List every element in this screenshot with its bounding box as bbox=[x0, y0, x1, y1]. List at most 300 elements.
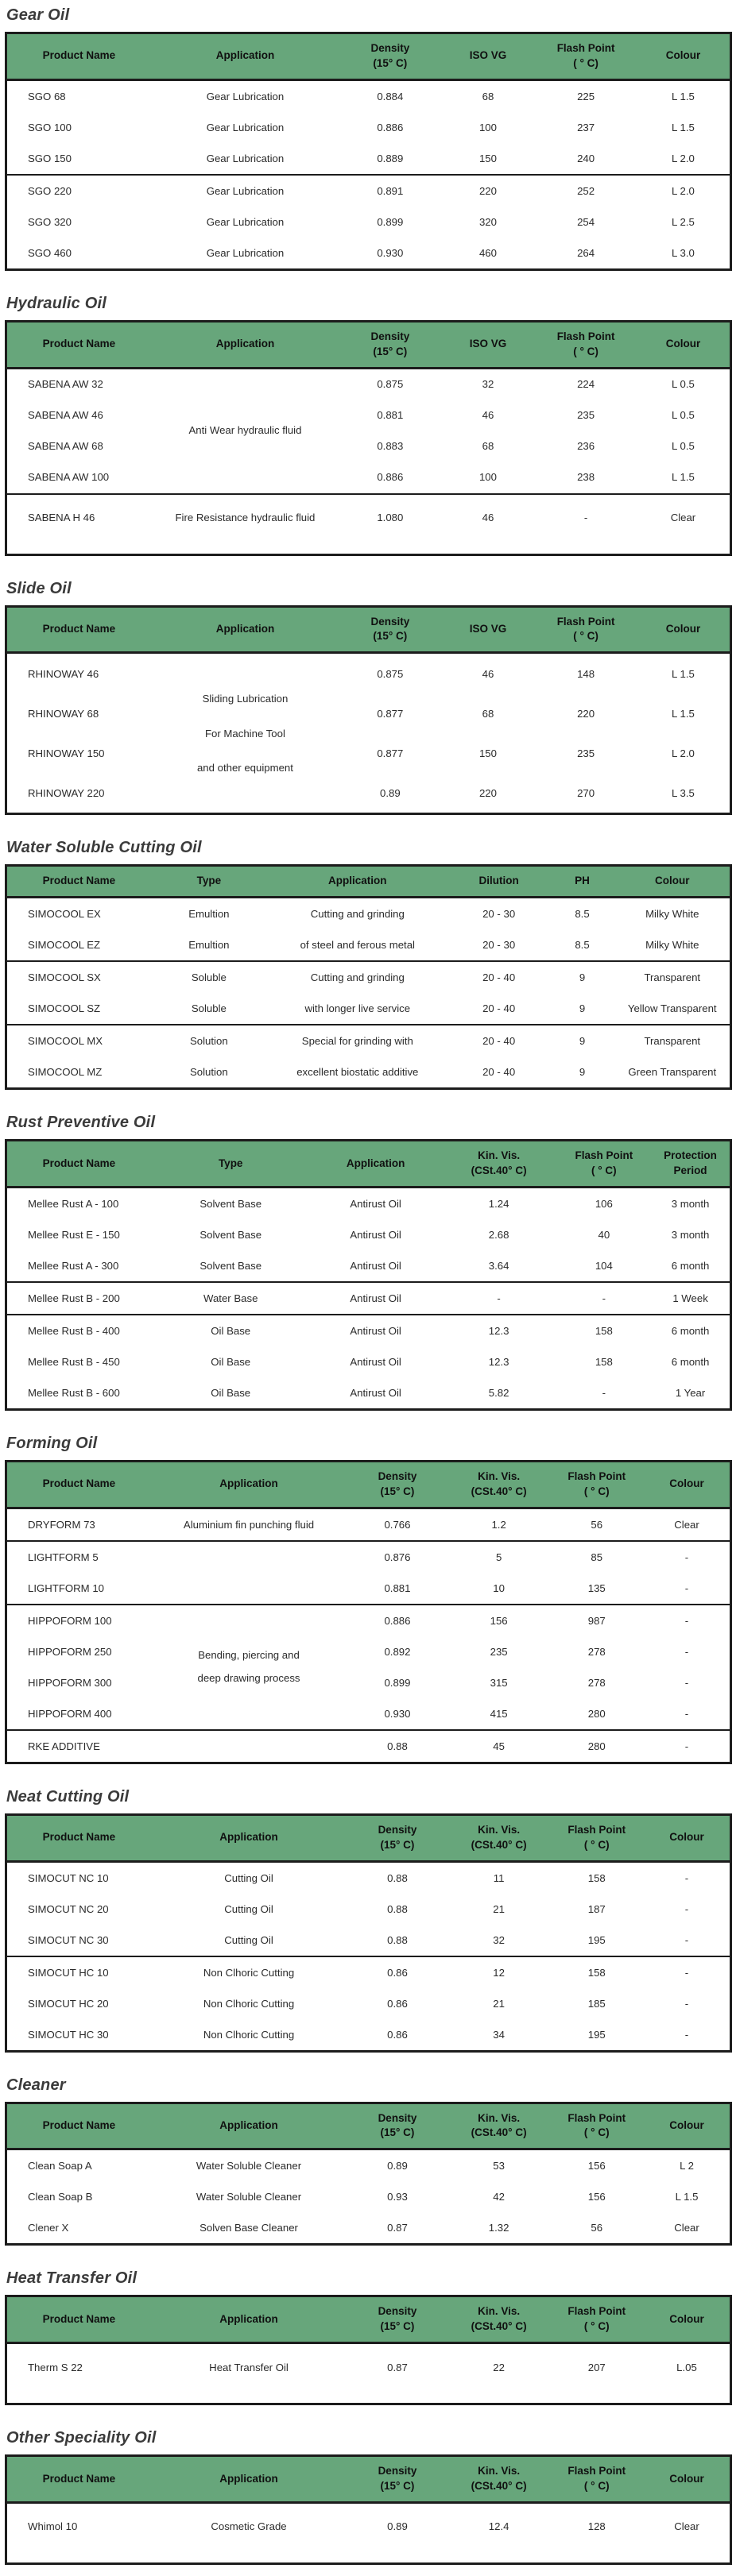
table-cell: 6 month bbox=[671, 1259, 710, 1272]
column-header-line: Flash Point bbox=[567, 2465, 626, 2478]
application-line: deep drawing process bbox=[197, 1671, 300, 1684]
table-cell: 40 bbox=[598, 1228, 610, 1241]
product-name-cell: SABENA AW 68 bbox=[28, 440, 103, 453]
table-cell: 46 bbox=[482, 667, 494, 680]
table-cell: 68 bbox=[482, 90, 494, 102]
table-cell: 240 bbox=[577, 152, 595, 164]
header-row bbox=[6, 2296, 731, 2343]
row-group bbox=[6, 2343, 731, 2404]
table-cell: 53 bbox=[493, 2160, 505, 2172]
table-cell: 10 bbox=[493, 1582, 505, 1594]
table-row bbox=[6, 1925, 731, 1956]
table-cell: Heat Transfer Oil bbox=[209, 2361, 289, 2373]
column-header bbox=[347, 2103, 448, 2149]
table-cell: 0.89 bbox=[387, 2160, 408, 2172]
table-cell: 1.2 bbox=[491, 1518, 506, 1531]
table-cell: Oil Base bbox=[211, 1355, 251, 1368]
table-row bbox=[6, 1250, 731, 1282]
column-header-line: Application bbox=[215, 49, 275, 62]
table-cell: 0.88 bbox=[387, 1740, 408, 1752]
column-header-line: Application bbox=[328, 875, 387, 887]
table-cell: Fire Resistance hydraulic fluid bbox=[175, 511, 316, 523]
column-header bbox=[549, 2456, 644, 2503]
column-header bbox=[644, 2103, 730, 2149]
column-header-line: (CSt.40° C) bbox=[471, 2126, 527, 2139]
column-header bbox=[6, 2103, 151, 2149]
table-cell: 0.886 bbox=[384, 1614, 411, 1627]
table-cell: 156 bbox=[490, 1614, 508, 1627]
table-cell: 225 bbox=[577, 90, 595, 102]
table-cell: 3.64 bbox=[488, 1259, 509, 1272]
data-table bbox=[5, 32, 732, 271]
table-row bbox=[6, 1730, 731, 1763]
application-merged-cell bbox=[151, 653, 339, 814]
column-header-line: (15° C) bbox=[380, 2480, 415, 2493]
column-header bbox=[151, 866, 267, 898]
row-group bbox=[6, 2502, 731, 2563]
column-header bbox=[151, 1141, 311, 1188]
data-table bbox=[5, 605, 732, 816]
product-name-cell: SIMOCOOL EX bbox=[28, 908, 101, 921]
table-cell: 21 bbox=[493, 1997, 505, 2010]
section-title: Hydraulic Oil bbox=[6, 294, 107, 312]
table-cell: L 1.5 bbox=[672, 667, 695, 680]
column-header bbox=[557, 1141, 652, 1188]
table-cell: - bbox=[684, 2028, 689, 2041]
column-header-line: (15° C) bbox=[380, 2320, 415, 2333]
table-row bbox=[6, 79, 731, 112]
table-cell: 236 bbox=[577, 440, 595, 453]
table-cell: 280 bbox=[587, 1707, 606, 1720]
table-cell: 0.86 bbox=[387, 1966, 408, 1979]
section-title: Forming Oil bbox=[6, 1435, 98, 1453]
column-header-line: Colour bbox=[665, 623, 701, 635]
column-header bbox=[644, 2456, 730, 2503]
table-cell: 987 bbox=[587, 1614, 606, 1627]
table-row bbox=[6, 2149, 731, 2182]
table-cell: 220 bbox=[478, 184, 497, 197]
column-header-line: ISO VG bbox=[469, 338, 507, 350]
table-cell: 156 bbox=[587, 2160, 606, 2172]
product-name-cell: HIPPOFORM 400 bbox=[28, 1707, 112, 1720]
table-row bbox=[6, 1315, 731, 1346]
table-row bbox=[6, 2502, 731, 2563]
table-cell: Emultion bbox=[188, 908, 230, 921]
column-header-line: Colour bbox=[665, 338, 701, 350]
table-cell: 12 bbox=[493, 1966, 505, 1979]
table-cell: - bbox=[684, 1614, 689, 1627]
table-row bbox=[6, 1698, 731, 1730]
column-header bbox=[535, 321, 637, 368]
table-cell: 187 bbox=[587, 1902, 606, 1915]
column-header-line: (CSt.40° C) bbox=[471, 1485, 527, 1497]
section-forming-oil bbox=[5, 1435, 732, 1764]
table-cell: 158 bbox=[587, 1966, 606, 1979]
table-cell: L 2.0 bbox=[672, 747, 695, 759]
column-header-line: Kin. Vis. bbox=[478, 2465, 521, 2478]
column-header-line: (15° C) bbox=[373, 630, 408, 643]
column-header bbox=[549, 2103, 644, 2149]
table-row bbox=[6, 368, 731, 400]
column-header-line: (CSt.40° C) bbox=[471, 1164, 527, 1177]
table-cell: 0.875 bbox=[377, 378, 404, 391]
column-header-line: ( ° C) bbox=[583, 2320, 610, 2333]
column-header-line: ISO VG bbox=[469, 49, 507, 62]
table-cell: - bbox=[684, 1707, 689, 1720]
column-header-line: Protection bbox=[664, 1149, 717, 1162]
section-title: Gear Oil bbox=[6, 6, 70, 24]
product-name-cell: Clean Soap B bbox=[28, 2191, 93, 2203]
product-name-cell: Mellee Rust B - 600 bbox=[28, 1386, 120, 1399]
column-header-line: Colour bbox=[669, 2312, 704, 2325]
product-name-cell: Mellee Rust A - 300 bbox=[28, 1259, 119, 1272]
table-cell: 9 bbox=[579, 971, 586, 984]
header-row bbox=[6, 2103, 731, 2149]
column-header bbox=[637, 321, 731, 368]
table-cell: 0.877 bbox=[377, 747, 404, 759]
column-header bbox=[6, 2456, 151, 2503]
table-row bbox=[6, 1861, 731, 1894]
table-header bbox=[6, 2456, 731, 2503]
table-row bbox=[6, 1573, 731, 1605]
column-header-line: Colour bbox=[669, 2472, 704, 2485]
row-group bbox=[6, 1605, 731, 1730]
table-row bbox=[6, 207, 731, 238]
product-name-cell: Mellee Rust B - 450 bbox=[28, 1355, 120, 1368]
product-name-cell: HIPPOFORM 300 bbox=[28, 1676, 112, 1689]
table-cell: L 0.5 bbox=[672, 440, 695, 453]
table-cell: 100 bbox=[478, 471, 497, 484]
table-cell: 320 bbox=[478, 215, 497, 228]
product-name-cell: HIPPOFORM 100 bbox=[28, 1614, 112, 1627]
table-cell: 5 bbox=[495, 1551, 502, 1563]
table-cell: 0.883 bbox=[377, 440, 404, 453]
data-table bbox=[5, 1813, 732, 2053]
column-header-line: Application bbox=[219, 1831, 278, 1844]
section-water-soluble-cutting-oil bbox=[5, 839, 732, 1090]
table-cell: 12.3 bbox=[488, 1355, 509, 1368]
data-table bbox=[5, 2454, 732, 2565]
table-cell: 11 bbox=[493, 1871, 505, 1884]
column-header-line: Product Name bbox=[42, 875, 116, 887]
product-name-cell: SABENA AW 100 bbox=[28, 471, 110, 484]
column-header-line: (CSt.40° C) bbox=[471, 1838, 527, 1851]
table-cell: 0.884 bbox=[377, 90, 404, 102]
column-header bbox=[151, 2296, 347, 2343]
table-row bbox=[6, 929, 731, 961]
table-cell: 185 bbox=[587, 1997, 606, 2010]
row-group bbox=[6, 494, 731, 555]
column-header bbox=[441, 1141, 557, 1188]
table-cell: 224 bbox=[577, 378, 595, 391]
table-cell: - bbox=[602, 1292, 606, 1304]
column-header-line: (15° C) bbox=[380, 2126, 415, 2139]
table-cell: 195 bbox=[587, 2028, 606, 2041]
column-header-line: ( ° C) bbox=[573, 345, 598, 357]
table-cell: 45 bbox=[493, 1740, 505, 1752]
column-header-line: Product Name bbox=[42, 1157, 116, 1169]
column-header-line: Density bbox=[378, 2465, 417, 2478]
table-cell: 207 bbox=[587, 2361, 606, 2373]
table-cell: Antirust Oil bbox=[350, 1386, 401, 1399]
table-cell: Cutting and grinding bbox=[310, 908, 405, 921]
row-group bbox=[6, 1315, 731, 1410]
table-cell: 150 bbox=[478, 747, 497, 759]
table-cell: Non Clhoric Cutting bbox=[203, 2028, 295, 2041]
header-row bbox=[6, 321, 731, 368]
column-header-line: Kin. Vis. bbox=[478, 1470, 521, 1483]
table-cell: 20 - 40 bbox=[482, 971, 516, 984]
table-cell: Cutting Oil bbox=[224, 1902, 273, 1915]
section-other-speciality-oil bbox=[5, 2429, 732, 2565]
column-header bbox=[347, 1814, 448, 1861]
table-cell: Special for grinding with bbox=[301, 1035, 413, 1048]
column-header-line: Flash Point bbox=[567, 2111, 626, 2124]
table-cell: L 3.5 bbox=[672, 786, 695, 799]
column-header-line: (15° C) bbox=[373, 345, 408, 357]
table-cell: L 0.5 bbox=[672, 378, 695, 391]
table-cell: Oil Base bbox=[211, 1324, 251, 1337]
table-cell: 148 bbox=[577, 667, 595, 680]
table-header bbox=[6, 866, 731, 898]
column-header bbox=[448, 866, 550, 898]
column-header bbox=[151, 1814, 347, 1861]
application-line: Anti Wear hydraulic fluid bbox=[188, 424, 302, 437]
table-cell: Solution bbox=[190, 1066, 228, 1079]
row-group bbox=[6, 2149, 731, 2245]
column-header-line: Density bbox=[370, 42, 410, 54]
column-header-line: Application bbox=[215, 623, 275, 635]
column-header bbox=[311, 1141, 441, 1188]
table-cell: Solven Base Cleaner bbox=[199, 2222, 298, 2234]
product-name-cell: RKE ADDITIVE bbox=[28, 1740, 100, 1752]
table-cell: 34 bbox=[493, 2028, 505, 2041]
table-cell: - bbox=[684, 1740, 689, 1752]
application-line: For Machine Tool bbox=[204, 727, 285, 740]
table-cell: 104 bbox=[595, 1259, 613, 1272]
column-header-line: (CSt.40° C) bbox=[471, 2320, 527, 2333]
product-name-cell: RHINOWAY 68 bbox=[28, 707, 99, 720]
table-cell: 3 month bbox=[671, 1228, 710, 1241]
product-name-cell: SGO 220 bbox=[28, 184, 72, 197]
column-header-line: ( ° C) bbox=[583, 2480, 610, 2493]
table-cell: 6 month bbox=[671, 1355, 710, 1368]
data-table bbox=[5, 1460, 732, 1764]
column-header-line: Type bbox=[218, 1157, 243, 1169]
row-group bbox=[6, 1188, 731, 1283]
table-cell: 220 bbox=[577, 707, 595, 720]
row-group bbox=[6, 653, 731, 814]
data-table bbox=[5, 2102, 732, 2246]
section-title: Rust Preventive Oil bbox=[6, 1114, 156, 1132]
row-group bbox=[6, 1730, 731, 1763]
table-row bbox=[6, 1541, 731, 1573]
table-cell: 8.5 bbox=[575, 908, 590, 921]
table-cell: Yellow Transparent bbox=[627, 1002, 717, 1015]
row-group bbox=[6, 1282, 731, 1315]
product-name-cell: SIMOCOOL MX bbox=[28, 1035, 103, 1048]
table-cell: 254 bbox=[577, 215, 595, 228]
table-cell: 21 bbox=[493, 1902, 505, 1915]
table-cell: 20 - 30 bbox=[482, 939, 516, 952]
product-name-cell: SIMOCUT HC 30 bbox=[28, 2028, 109, 2041]
column-header bbox=[441, 606, 536, 653]
column-header bbox=[637, 33, 731, 80]
table-cell: 0.88 bbox=[387, 1871, 408, 1884]
table-cell: 8.5 bbox=[575, 939, 590, 952]
column-header bbox=[549, 866, 614, 898]
row-group bbox=[6, 79, 731, 175]
column-header-line: Application bbox=[215, 338, 275, 350]
table-row bbox=[6, 1346, 731, 1377]
table-cell: 128 bbox=[587, 2520, 606, 2533]
column-header bbox=[6, 2296, 151, 2343]
column-header-line: Product Name bbox=[42, 2312, 116, 2325]
column-header bbox=[6, 1462, 151, 1508]
column-header bbox=[549, 1814, 644, 1861]
table-cell: of steel and ferous metal bbox=[300, 939, 415, 952]
table-cell: 0.881 bbox=[377, 409, 404, 422]
table-cell: - bbox=[684, 1966, 689, 1979]
column-header bbox=[267, 866, 448, 898]
column-header-line: ( ° C) bbox=[583, 2126, 610, 2139]
table-cell: Cutting Oil bbox=[224, 1871, 273, 1884]
table-cell: 0.886 bbox=[377, 471, 404, 484]
table-cell: 46 bbox=[482, 511, 494, 523]
table-header bbox=[6, 1462, 731, 1508]
column-header bbox=[448, 2103, 550, 2149]
table-cell: Gear Lubrication bbox=[206, 90, 285, 102]
column-header-line: Flash Point bbox=[556, 42, 615, 54]
column-header-line: (15° C) bbox=[380, 1485, 415, 1497]
column-header-line: Kin. Vis. bbox=[478, 1149, 521, 1162]
product-name-cell: RHINOWAY 46 bbox=[28, 667, 99, 680]
column-header-line: Kin. Vis. bbox=[478, 2305, 521, 2318]
column-header-line: (15° C) bbox=[380, 1838, 415, 1851]
table-row bbox=[6, 1219, 731, 1250]
table-row bbox=[6, 1056, 731, 1089]
table-row bbox=[6, 1636, 731, 1667]
table-cell: 68 bbox=[482, 440, 494, 453]
table-cell: 32 bbox=[493, 1933, 505, 1946]
column-header-line: Colour bbox=[665, 49, 701, 62]
column-header-line: Colour bbox=[655, 875, 690, 887]
column-header bbox=[339, 606, 441, 653]
column-header-line: Product Name bbox=[42, 1831, 116, 1844]
table-cell: Transparent bbox=[644, 971, 701, 984]
table-cell: 12.4 bbox=[488, 2520, 509, 2533]
table-row bbox=[6, 733, 731, 773]
table-cell: L 1.5 bbox=[672, 90, 695, 102]
table-cell: 0.886 bbox=[377, 121, 404, 133]
product-name-cell: LIGHTFORM 5 bbox=[28, 1551, 99, 1563]
table-header bbox=[6, 2103, 731, 2149]
table-cell: L 2.0 bbox=[672, 184, 695, 197]
column-header-line: Density bbox=[378, 1470, 417, 1483]
table-cell: 20 - 40 bbox=[482, 1002, 516, 1015]
header-row bbox=[6, 1462, 731, 1508]
column-header bbox=[448, 2296, 550, 2343]
column-header-line: Product Name bbox=[42, 1477, 116, 1490]
table-cell: L 0.5 bbox=[672, 409, 695, 422]
table-cell: 0.89 bbox=[387, 2520, 408, 2533]
table-row bbox=[6, 993, 731, 1025]
table-cell: 270 bbox=[577, 786, 595, 799]
table-header bbox=[6, 606, 731, 653]
table-cell: 0.87 bbox=[387, 2222, 408, 2234]
table-cell: 0.875 bbox=[377, 667, 404, 680]
table-cell: - bbox=[684, 1676, 689, 1689]
table-cell: - bbox=[684, 1871, 689, 1884]
product-name-cell: SIMOCOOL EZ bbox=[28, 939, 101, 952]
column-header bbox=[339, 321, 441, 368]
section-title: Slide Oil bbox=[6, 579, 72, 597]
column-header bbox=[151, 2456, 347, 2503]
table-cell bbox=[151, 1730, 347, 1763]
application-line: Bending, piercing and bbox=[198, 1649, 300, 1662]
table-cell: 1.32 bbox=[488, 2222, 509, 2234]
table-row bbox=[6, 1988, 731, 2019]
table-cell: 56 bbox=[591, 1518, 603, 1531]
row-group bbox=[6, 1861, 731, 1956]
column-header bbox=[6, 866, 151, 898]
column-header-line: ( ° C) bbox=[591, 1164, 617, 1177]
column-header bbox=[448, 2456, 550, 2503]
column-header-line: Density bbox=[378, 1823, 417, 1836]
table-header bbox=[6, 1141, 731, 1188]
column-header bbox=[151, 1462, 347, 1508]
row-group bbox=[6, 1541, 731, 1605]
table-row bbox=[6, 112, 731, 143]
table-cell: - bbox=[497, 1292, 501, 1304]
column-header-line: Product Name bbox=[42, 2119, 116, 2132]
table-row bbox=[6, 1188, 731, 1220]
column-header bbox=[549, 2296, 644, 2343]
table-cell: 9 bbox=[579, 1035, 586, 1048]
table-row bbox=[6, 143, 731, 175]
table-cell: Antirust Oil bbox=[350, 1228, 401, 1241]
table-cell: 1 Week bbox=[672, 1292, 708, 1304]
table-cell: L 2.0 bbox=[672, 152, 695, 164]
product-name-cell: SABENA AW 32 bbox=[28, 378, 103, 391]
table-cell: Gear Lubrication bbox=[206, 152, 285, 164]
table-cell: Gear Lubrication bbox=[206, 121, 285, 133]
column-header bbox=[441, 33, 536, 80]
table-row bbox=[6, 1605, 731, 1636]
table-cell: 460 bbox=[478, 246, 497, 259]
table-cell: Clear bbox=[670, 511, 696, 523]
product-name-cell: SGO 68 bbox=[28, 90, 66, 102]
product-name-cell: RHINOWAY 220 bbox=[28, 786, 105, 799]
column-header bbox=[6, 33, 151, 80]
table-cell: 0.892 bbox=[384, 1645, 411, 1658]
product-name-cell: SIMOCOOL MZ bbox=[28, 1066, 103, 1079]
column-header-line: Flash Point bbox=[575, 1149, 633, 1162]
table-row bbox=[6, 1508, 731, 1541]
product-name-cell: SIMOCOOL SX bbox=[28, 971, 101, 984]
table-row bbox=[6, 2019, 731, 2052]
application-merged-cell bbox=[151, 1605, 347, 1730]
product-name-cell: SIMOCUT HC 20 bbox=[28, 1997, 109, 2010]
column-header bbox=[151, 2103, 347, 2149]
table-cell: 158 bbox=[587, 1871, 606, 1884]
table-cell: 415 bbox=[490, 1707, 508, 1720]
table-cell: 20 - 40 bbox=[482, 1066, 516, 1079]
table-cell: 46 bbox=[482, 409, 494, 422]
product-name-cell: SABENA H 46 bbox=[28, 511, 95, 523]
row-group bbox=[6, 368, 731, 494]
table-cell: Milky White bbox=[645, 908, 699, 921]
